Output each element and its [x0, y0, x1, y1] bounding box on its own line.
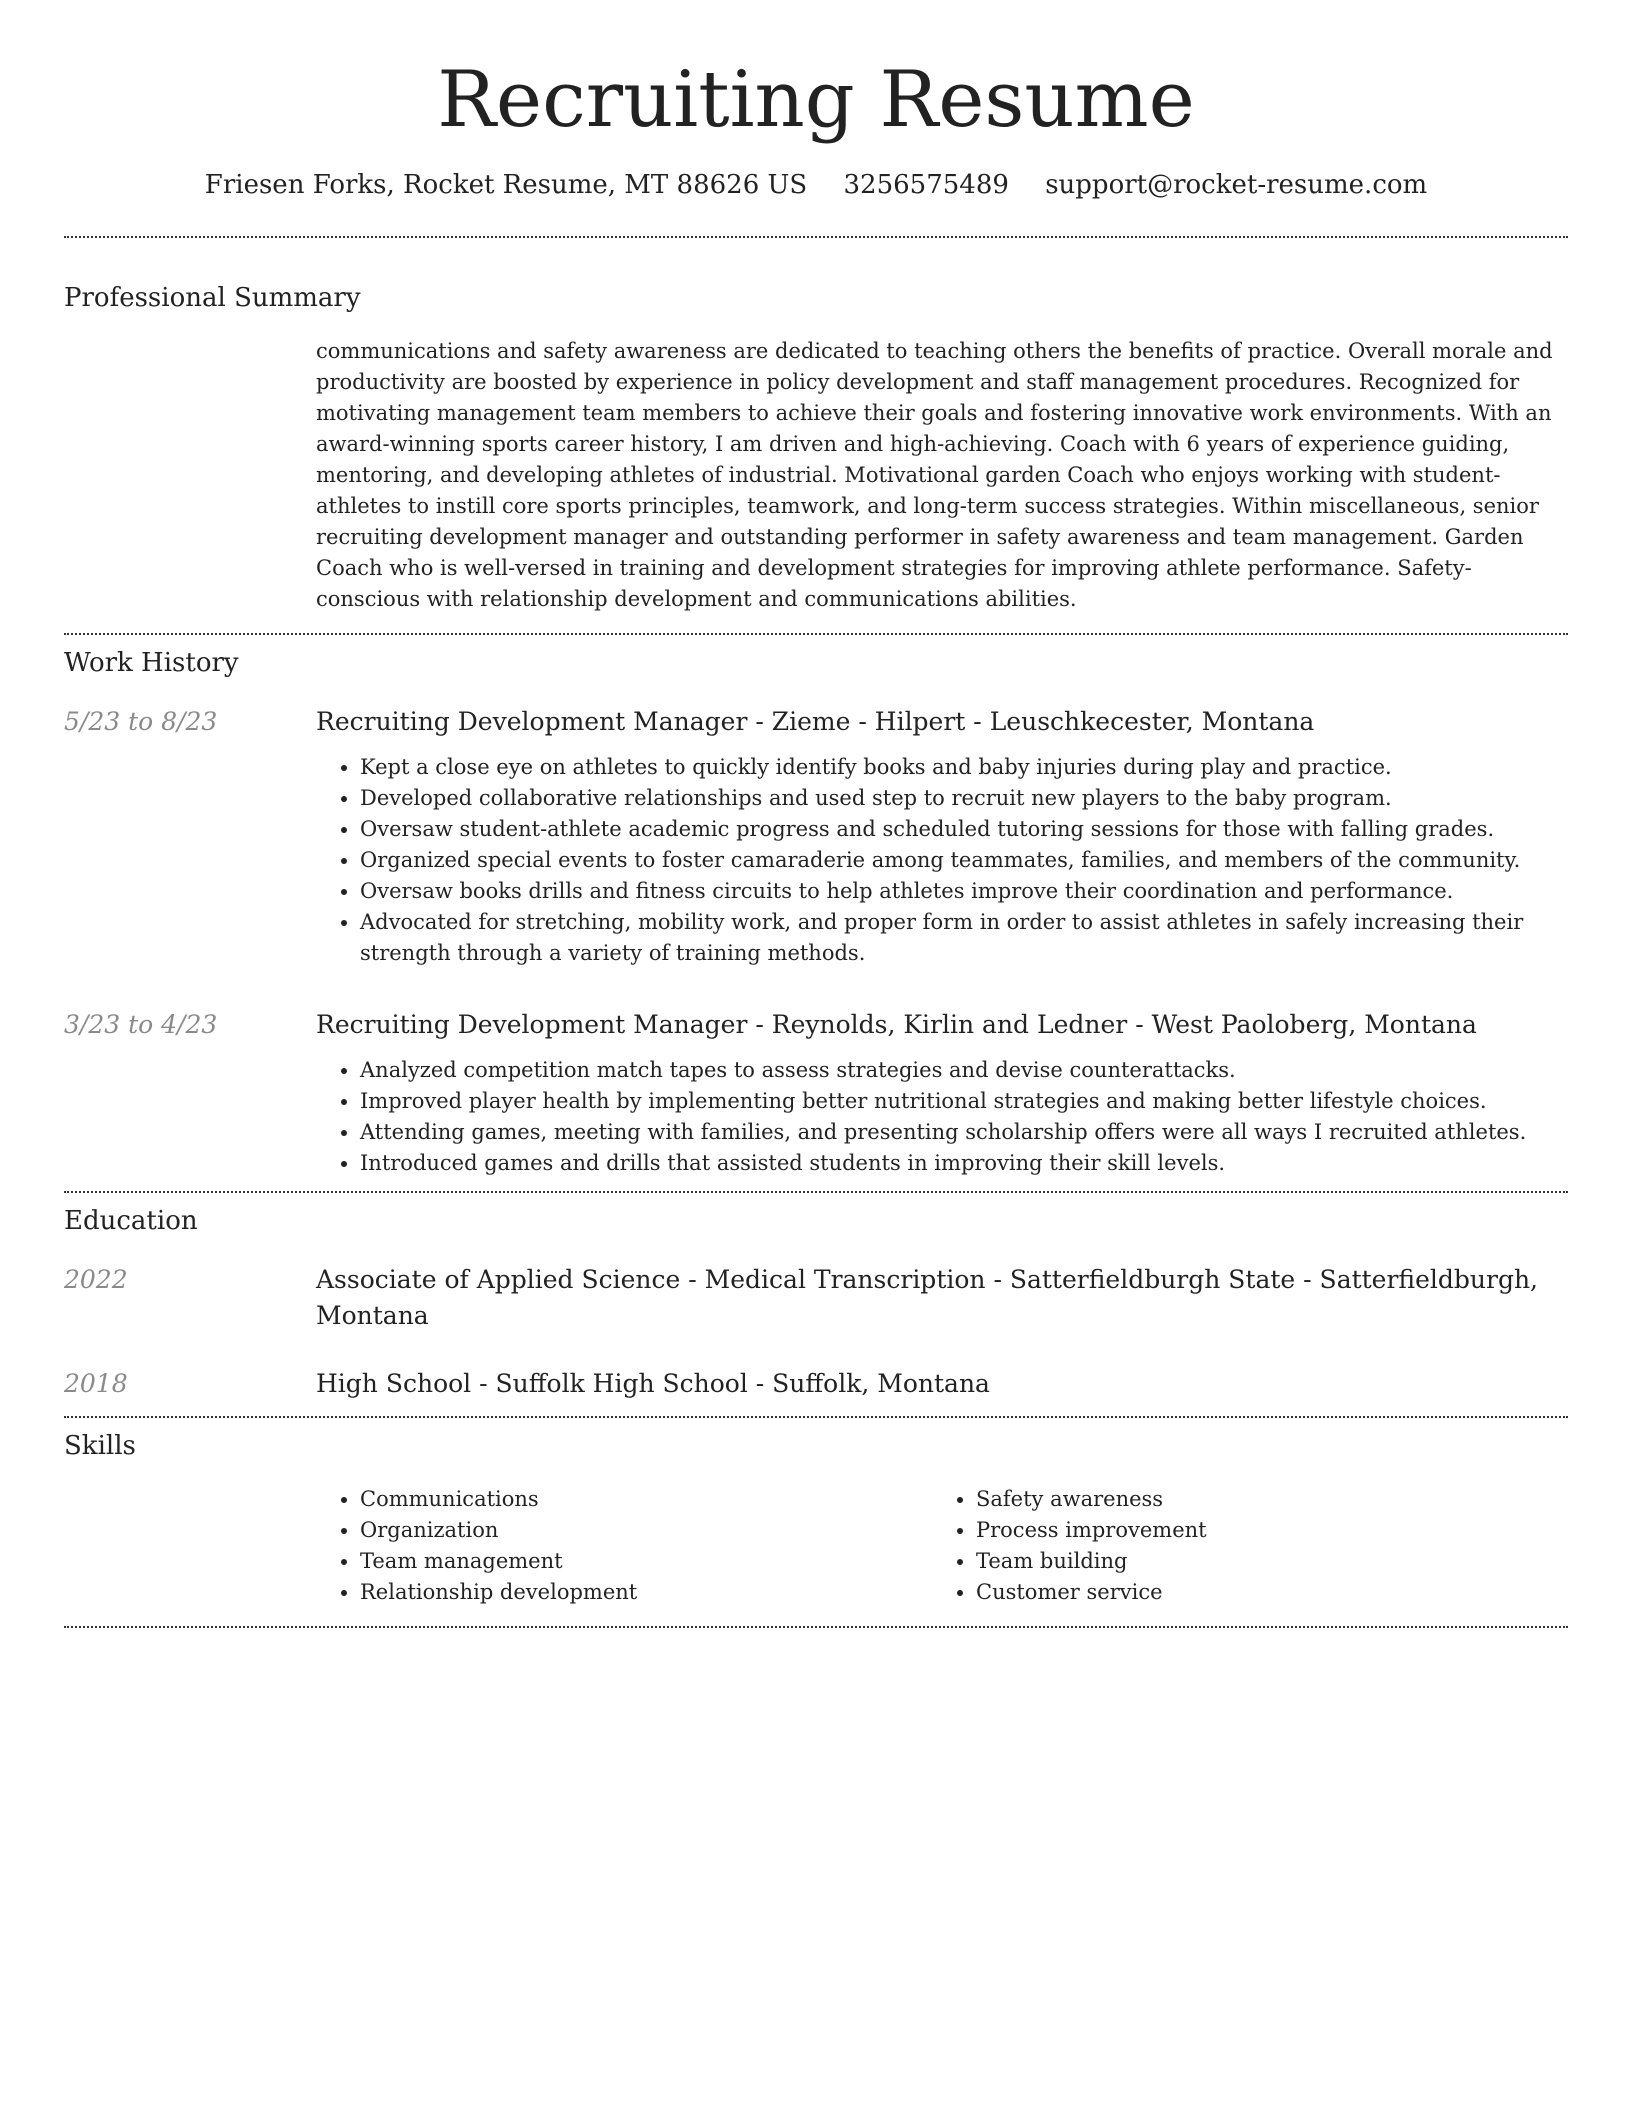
education-heading-line [316, 1262, 1568, 1334]
skills-column-left [316, 1484, 932, 1608]
education-heading-line [316, 1366, 1568, 1402]
job-bullets [316, 1055, 1568, 1179]
education-details: - Satterfieldburgh State - Satterfieldburgh, Montana [316, 1265, 1539, 1330]
education-details: - Suffolk High School - Suffolk, Montana [471, 1369, 990, 1398]
skills-section [64, 1418, 1568, 1626]
education-entry [64, 1366, 1568, 1402]
resume-title: Recruiting Resume [437, 55, 1195, 145]
skill-item: • Communications [360, 1484, 932, 1515]
list-item: • Improved player health by implementing better nutritional strategies and making better lifestyle choices. [360, 1086, 1568, 1117]
list-item: • Advocated for stretching, mobility work, and proper form in order to assist athletes in safely increasing their strength through a variety of training methods. [360, 907, 1568, 969]
work-heading: Work History [64, 648, 239, 678]
summary-section [64, 238, 1568, 633]
job-details: - Reynolds, Kirlin and Ledner - West Paoloberg, Montana [747, 1010, 1477, 1039]
skill-item: • Safety awareness [976, 1484, 1548, 1515]
contact-email: support@rocket-resume.com [1045, 170, 1428, 200]
list-item: • Oversaw student-athlete academic progress and scheduled tutoring sessions for those with falling grades. [360, 814, 1568, 845]
list-item: • Attending games, meeting with families, and presenting scholarship offers were all ways I recruited athletes. [360, 1117, 1568, 1148]
skill-item: • Customer service [976, 1577, 1548, 1608]
job-dates: 3/23 to 4/23 [64, 1010, 218, 1039]
job-bullets [316, 752, 1568, 969]
education-entry [64, 1262, 1568, 1334]
list-item: • Kept a close eye on athletes to quickly identify books and baby injuries during play and practice. [360, 752, 1568, 783]
job-position: Recruiting Development Manager [316, 1010, 748, 1039]
section-divider [64, 1626, 1568, 1628]
resume-header [64, 0, 1568, 202]
skills-heading: Skills [64, 1431, 136, 1461]
education-heading: Education [64, 1206, 198, 1236]
job-dates: 5/23 to 8/23 [64, 707, 218, 736]
work-section [64, 635, 1568, 1191]
skills-list [316, 1484, 1568, 1608]
summary-text: communications and safety awareness are dedicated to teaching others the benefits of practice. Overall morale and productivity are boosted by experience in policy development and staff management procedures. Recognized for motivating management team members to achieve their goals and fostering innovative work environments. With an award-winning sports career history, I am driven and high-achieving. Coach with 6 years of experience guiding, mentoring, and developing athletes of industrial. Motivational garden Coach who enjoys working with student-athletes to instill core sports principles, teamwork, and long-term success strategies. Within miscellaneous, senior recruiting development manager and outstanding performer in safety awareness and team management. Garden Coach who is well-versed in training and development strategies for improving athlete performance. Safety-conscious with relationship development and communications abilities. [316, 339, 1553, 611]
job-details: - Zieme - Hilpert - Leuschkecester, Montana [747, 707, 1315, 736]
list-item: • Oversaw books drills and fitness circuits to help athletes improve their coordination and performance. [360, 876, 1568, 907]
summary-heading: Professional Summary [64, 283, 361, 313]
education-year: 2022 [64, 1265, 128, 1294]
education-section [64, 1193, 1568, 1416]
list-item: • Introduced games and drills that assisted students in improving their skill levels. [360, 1148, 1568, 1179]
skill-item: • Organization [360, 1515, 932, 1546]
contact-line [64, 168, 1568, 202]
education-degree: High School [316, 1369, 472, 1398]
contact-phone: 3256575489 [843, 170, 1009, 200]
list-item: • Organized special events to foster camaraderie among teammates, families, and members of the community. [360, 845, 1568, 876]
education-year: 2018 [64, 1369, 128, 1398]
job-position: Recruiting Development Manager [316, 707, 748, 736]
skill-item: • Team management [360, 1546, 932, 1577]
skill-item: • Process improvement [976, 1515, 1548, 1546]
list-item: • Analyzed competition match tapes to assess strategies and devise counterattacks. [360, 1055, 1568, 1086]
job-entry [64, 1007, 1568, 1179]
skills-column-right [932, 1484, 1548, 1608]
skill-item: • Team building [976, 1546, 1548, 1577]
job-heading [316, 1007, 1568, 1043]
job-entry [64, 704, 1568, 969]
contact-address: Friesen Forks, Rocket Resume, MT 88626 US [204, 170, 808, 200]
skill-item: • Relationship development [360, 1577, 932, 1608]
education-degree: Associate of Applied Science - Medical Transcription [316, 1265, 986, 1294]
job-heading [316, 704, 1568, 740]
list-item: • Developed collaborative relationships and used step to recruit new players to the baby program. [360, 783, 1568, 814]
